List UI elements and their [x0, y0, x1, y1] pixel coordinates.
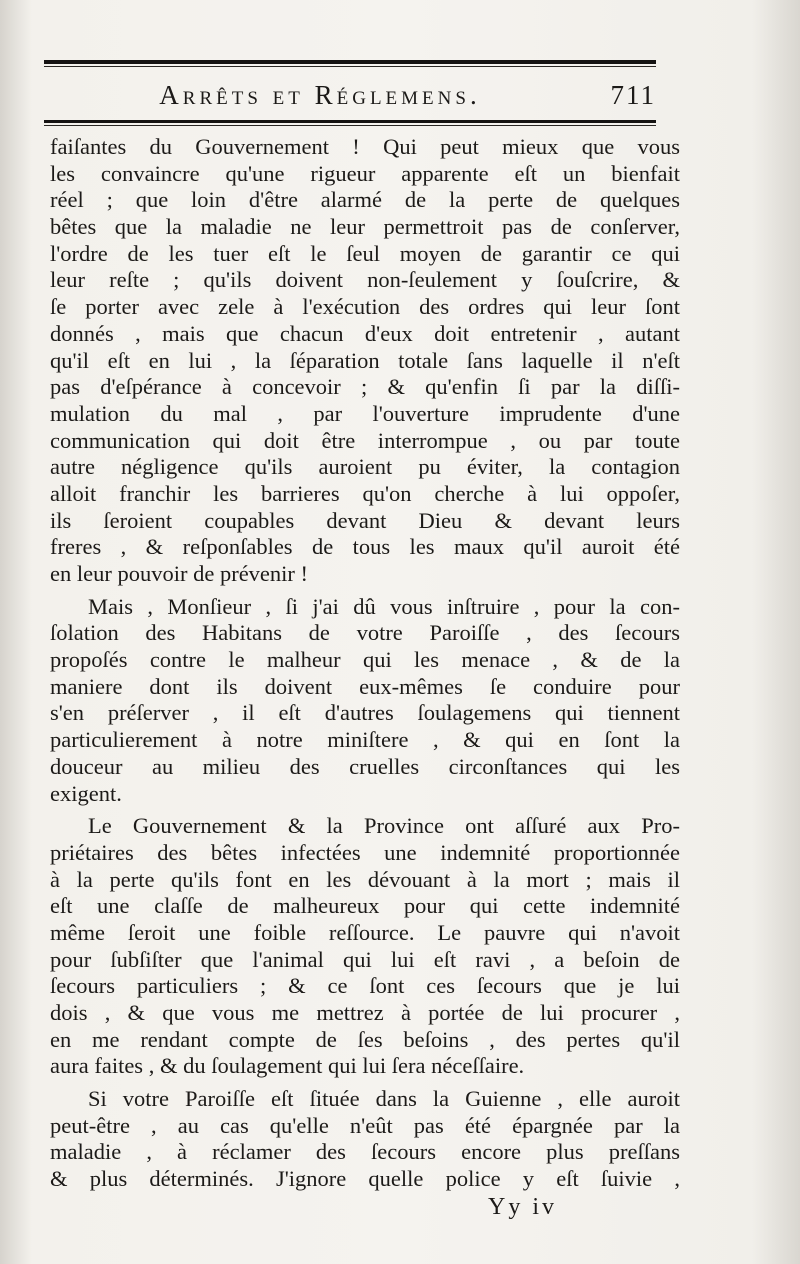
text-line: en me rendant compte de ſes beſoins , des pertes qu'il — [50, 1026, 680, 1052]
text-line: donnés , mais que chacun d'eux doit entretenir , autant — [50, 320, 680, 346]
text-line: ſolation des Habitans de votre Paroiſſe , des ſecours — [50, 620, 680, 646]
text-line: communication qui doit être interrompue , ou par toute — [50, 427, 680, 453]
text-line: s'en préſerver , il eſt d'autres ſoulagemens qui tiennent — [50, 700, 680, 726]
text-line: ſecours particuliers ; & ce ſont ces ſecours que je lui — [50, 973, 680, 999]
text-line: maladie , à réclamer des ſecours encore plus preſſans — [50, 1139, 680, 1165]
paragraph — [50, 813, 680, 1080]
text-line: freres , & reſponſables de tous les maux qu'il auroit été — [50, 534, 680, 560]
text-line: exigent. — [50, 780, 122, 806]
header-rule-lower-thick — [44, 120, 656, 123]
text-line: même ſeroit une foible reſſource. Le pauvre qui n'avoit — [50, 919, 680, 945]
text-line: aura faites , & du ſoulagement qui lui ſera néceſſaire. — [50, 1053, 525, 1079]
text-line: les convaincre qu'une rigueur apparente eſt un bienfait — [50, 160, 680, 186]
text-line: Le Gouvernement & la Province ont aſſuré aux Pro- — [88, 813, 680, 839]
running-head — [44, 72, 656, 118]
page-number: 711 — [610, 79, 656, 110]
text-line: priétaires des bêtes infectées une indemnité proportionnée — [50, 839, 680, 865]
text-line: ſe porter avec zele à l'exécution des ordres qui leur ſont — [50, 294, 680, 320]
signature-mark: Yy iv — [488, 1194, 557, 1220]
text-line: en leur pouvoir de prévenir ! — [50, 561, 309, 586]
text-line: pour ſubſiſter que l'animal qui lui eſt ravi , a beſoin de — [50, 946, 680, 972]
text-line: à la perte qu'ils font en les dévouant à la mort ; mais il — [50, 866, 680, 892]
text-line: bêtes que la maladie ne leur permettroit pas de conſerver, — [50, 214, 680, 240]
text-line: qu'il eſt en lui , la ſéparation totale ſans laquelle il n'eſt — [50, 347, 680, 373]
text-line: particulierement à notre miniſtere , & qui en ſont la — [50, 727, 680, 753]
paragraph — [50, 1086, 680, 1193]
text-line: eſt une claſſe de malheureux pour qui cette indemnité — [50, 893, 680, 919]
text-line: dois , & que vous me mettrez à portée de lui procurer , — [50, 1000, 680, 1025]
text-line: Mais , Monſieur , ſi j'ai dû vous inſtruire , pour la con- — [88, 593, 680, 619]
paragraph — [50, 134, 680, 588]
paragraph — [50, 594, 680, 808]
running-head-title: Arrêts et Réglemens. — [159, 79, 481, 110]
text-line: pas d'eſpérance à concevoir ; & qu'enfin ſi par la diſſi- — [50, 374, 680, 400]
text-line: propoſés contre le malheur qui les menace , & de la — [50, 647, 680, 673]
text-line: alloit franchir les barrieres qu'on cherche à lui oppoſer, — [50, 480, 680, 506]
text-line: douceur au milieu des cruelles circonſtances qui les — [50, 753, 680, 779]
text-line: & plus déterminés. J'ignore quelle police y eſt ſuivie , — [50, 1166, 680, 1192]
text-line: leur reſte ; qu'ils doivent non-ſeulement y ſouſcrire, & — [50, 267, 680, 293]
text-line: autre négligence qu'ils auroient pu éviter, la contagion — [50, 454, 680, 480]
body-text — [50, 134, 680, 1193]
header-rule-thin — [44, 66, 656, 67]
text-line: mulation du mal , par l'ouverture imprudente d'une — [50, 400, 680, 426]
text-line: Si votre Paroiſſe eſt ſituée dans la Guienne , elle auroit — [88, 1086, 680, 1112]
text-line: peut-être , au cas qu'elle n'eût pas été épargnée par la — [50, 1112, 680, 1138]
text-line: faiſantes du Gouvernement ! Qui peut mieux que vous — [50, 134, 680, 159]
text-line: ils ſeroient coupables devant Dieu & devant leurs — [50, 507, 680, 533]
header-rule-lower-thin — [44, 125, 656, 126]
text-line: l'ordre de les tuer eſt le ſeul moyen de garantir ce qui — [50, 240, 680, 266]
text-line: réel ; que loin d'être alarmé de la perte de quelques — [50, 187, 680, 213]
header-rule-thick — [44, 60, 656, 64]
text-line: maniere dont ils doivent eux-mêmes ſe conduire pour — [50, 673, 680, 699]
